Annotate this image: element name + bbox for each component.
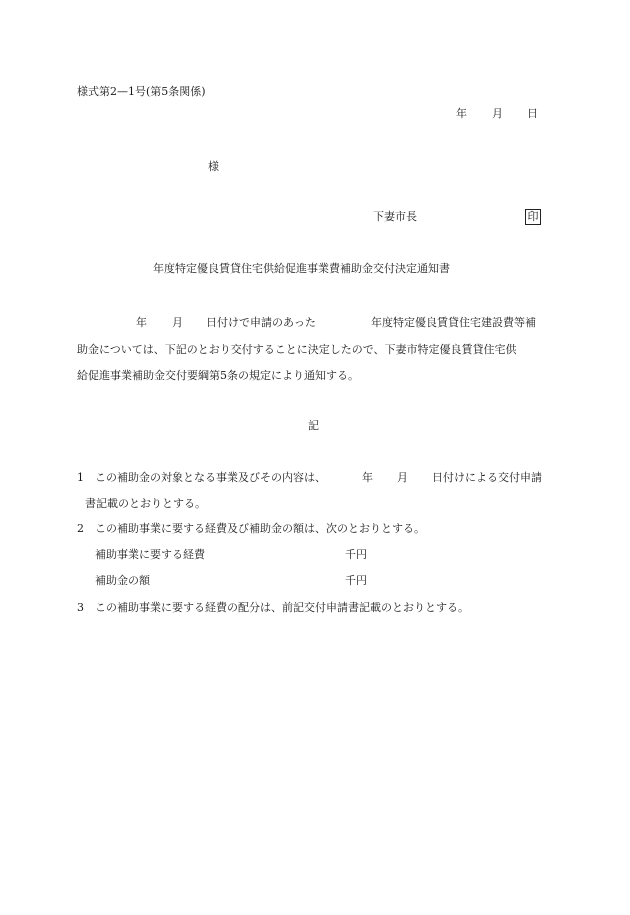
addressee-suffix: 様	[208, 160, 219, 173]
cost-label: 補助事業に要する経費	[95, 548, 205, 561]
document-title: 年度特定優良賃貸住宅供給促進事業費補助金交付決定通知書	[153, 262, 450, 275]
item-3-text: この補助事業に要する経費の配分は、前記交付申請書記載のとおりとする。	[95, 601, 469, 614]
item-1-month: 月	[397, 471, 408, 484]
body-text-b: 年度特定優良賃貸住宅建設費等補	[371, 316, 536, 329]
item-number: 2	[77, 522, 84, 535]
date-day: 日	[527, 107, 538, 120]
body-month: 月	[172, 316, 183, 329]
item-1-year: 年	[362, 471, 373, 484]
body-line-2: 助金については、下記のとおり交付することに決定したので、下妻市特定優良賃貸住宅供	[77, 343, 517, 356]
seal-mark: 印	[525, 209, 541, 225]
item-1-continuation: 書記載のとおりとする。	[85, 497, 206, 510]
subsidy-label: 補助金の額	[95, 574, 150, 587]
item-1-text-a: この補助金の対象となる事業及びその内容は、	[95, 471, 326, 484]
date-month: 月	[492, 107, 503, 120]
date-year: 年	[456, 107, 467, 120]
subsidy-unit: 千円	[345, 574, 367, 587]
form-number: 様式第2—1号(第5条関係)	[77, 85, 206, 98]
issuer: 下妻市長	[373, 210, 417, 223]
body-year: 年	[136, 316, 147, 329]
cost-unit: 千円	[345, 548, 367, 561]
body-text-a: 日付けで申請のあった	[206, 316, 316, 329]
item-2-text: この補助事業に要する経費及び補助金の額は、次のとおりとする。	[95, 522, 425, 535]
item-number: 1	[77, 471, 84, 484]
item-number: 3	[77, 601, 84, 614]
ki-heading: 記	[308, 419, 319, 432]
body-line-3: 給促進事業補助金交付要綱第5条の規定により通知する。	[77, 369, 359, 382]
item-1-text-b: 日付けによる交付申請	[432, 471, 542, 484]
